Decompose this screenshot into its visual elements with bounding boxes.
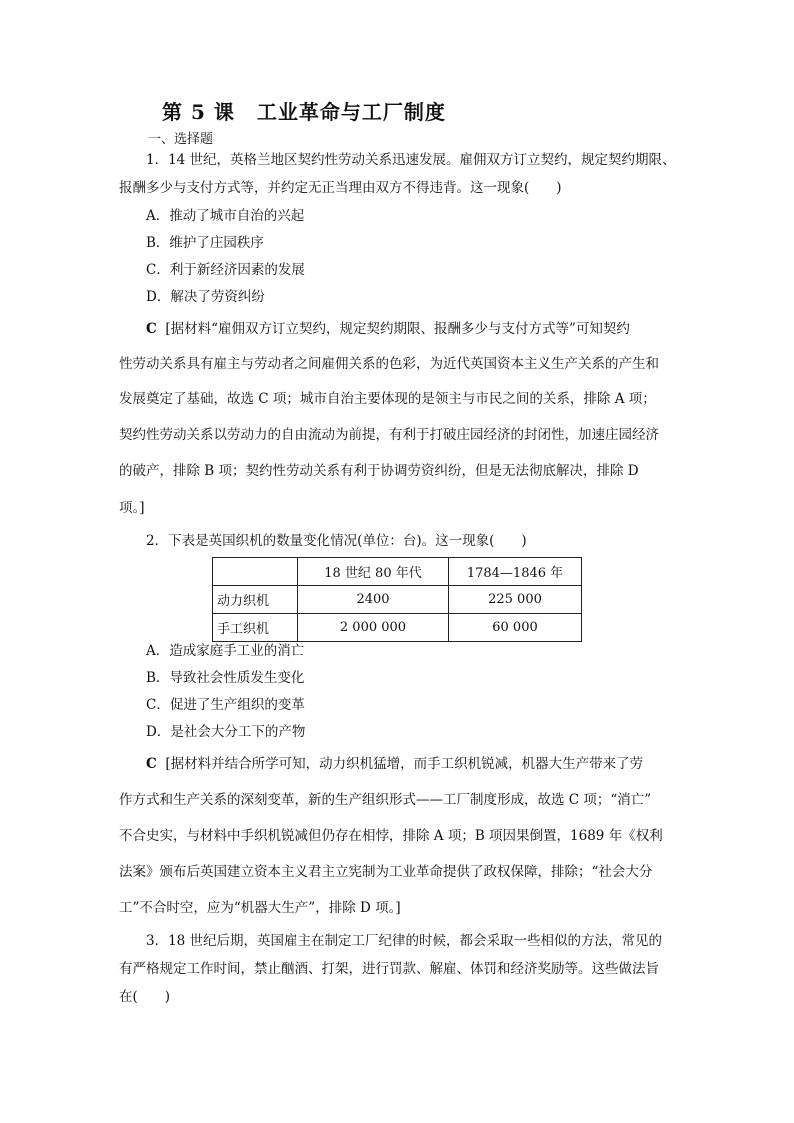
table-row (213, 586, 582, 614)
q2-option-b: B．导致社会性质发生变化 (146, 670, 305, 686)
table-header-row (213, 558, 582, 586)
q2-option-c: C．促进了生产组织的变革 (146, 697, 305, 713)
lesson-number: 第 5 课 (162, 100, 235, 124)
section-heading: 一、选择题 (148, 132, 214, 147)
q1-option-b: B．维护了庄园秩序 (146, 235, 264, 251)
table-header-cell: 1784—1846 年 (449, 558, 582, 586)
q1-answer-line: 契约性劳动关系以劳动力的自由流动为前提，有利于打破庄园经济的封闭性，加速庄园经济 (119, 427, 659, 443)
q3-stem-line: 有严格规定工作时间，禁止酗酒、打架，进行罚款、解雇、体罚和经济奖励等。这些做法旨 (119, 961, 659, 977)
q2-stem-line: 2．下表是英国织机的数量变化情况(单位：台)。这一现象( ) (146, 533, 527, 549)
q1-answer-line (146, 321, 630, 337)
table-row-label: 动力织机 (213, 586, 298, 614)
loom-count-table (212, 557, 582, 642)
q1-stem-line: 报酬多少与支付方式等，并约定无正当理由双方不得违背。这一现象( ) (119, 180, 562, 196)
lesson-title (162, 96, 446, 125)
q2-option-a: A．造成家庭手工业的消亡 (146, 643, 305, 659)
q2-option-d: D．是社会大分工下的产物 (146, 724, 306, 740)
q1-option-c: C．利于新经济因素的发展 (146, 262, 305, 278)
table-cell: 60 000 (449, 614, 582, 642)
q1-answer-letter: C (146, 321, 157, 337)
table-cell: 2 000 000 (298, 614, 449, 642)
q3-stem-line: 在( ) (119, 989, 171, 1005)
q1-answer-line: 发展奠定了基础，故选 C 项；城市自治主要体现的是领主与市民之间的关系，排除 A 项； (119, 391, 656, 407)
q2-answer-line: 作方式和生产关系的深刻变革，新的生产组织形式——工厂制度形成，故选 C 项；“消亡” (119, 792, 652, 808)
table-cell (213, 558, 298, 586)
table-cell: 2400 (298, 586, 449, 614)
q2-answer-text: [据材料并结合所学可知，动力织机猛增，而手工织机锐减，机器大生产带来了劳 (165, 756, 644, 772)
q1-option-a: A．推动了城市自治的兴起 (146, 208, 305, 224)
table-row (213, 614, 582, 642)
q1-answer-text: [据材料“雇佣双方订立契约，规定契约期限、报酬多少与支付方式等”可知契约 (165, 321, 630, 337)
q1-answer-line: 项。] (119, 500, 145, 516)
lesson-name: 工业革命与工厂制度 (256, 100, 446, 124)
q2-answer-line: 工”不合时空，应为“机器大生产”，排除 D 项。] (119, 900, 401, 916)
q2-answer-line: 法案》颁布后英国建立资本主义君主立宪制为工业革命提供了政权保障，排除；“社会大分 (119, 864, 653, 880)
q1-stem-line: 1．14 世纪，英格兰地区契约性劳动关系迅速发展。雇佣双方订立契约，规定契约期限、 (146, 152, 676, 168)
q2-answer-line (146, 756, 643, 772)
q1-option-d: D．解决了劳资纠纷 (146, 289, 265, 305)
q3-stem-line: 3．18 世纪后期，英国雇主在制定工厂纪律的时候，都会采取一些相似的方法，常见的 (146, 933, 663, 949)
table-cell: 225 000 (449, 586, 582, 614)
table-row-label: 手工织机 (213, 614, 298, 642)
q1-answer-line: 性劳动关系具有雇主与劳动者之间雇佣关系的色彩，为近代英国资本主义生产关系的产生和 (119, 356, 659, 372)
q2-answer-line: 不合史实，与材料中手织机锐减但仍存在相悖，排除 A 项；B 项因果倒置，1689 年《权利 (119, 828, 663, 844)
table-header-cell: 18 世纪 80 年代 (298, 558, 449, 586)
q2-answer-letter: C (146, 756, 157, 772)
q1-answer-line: 的破产，排除 B 项；契约性劳动关系有利于协调劳资纠纷，但是无法彻底解决，排除 D (119, 463, 639, 479)
